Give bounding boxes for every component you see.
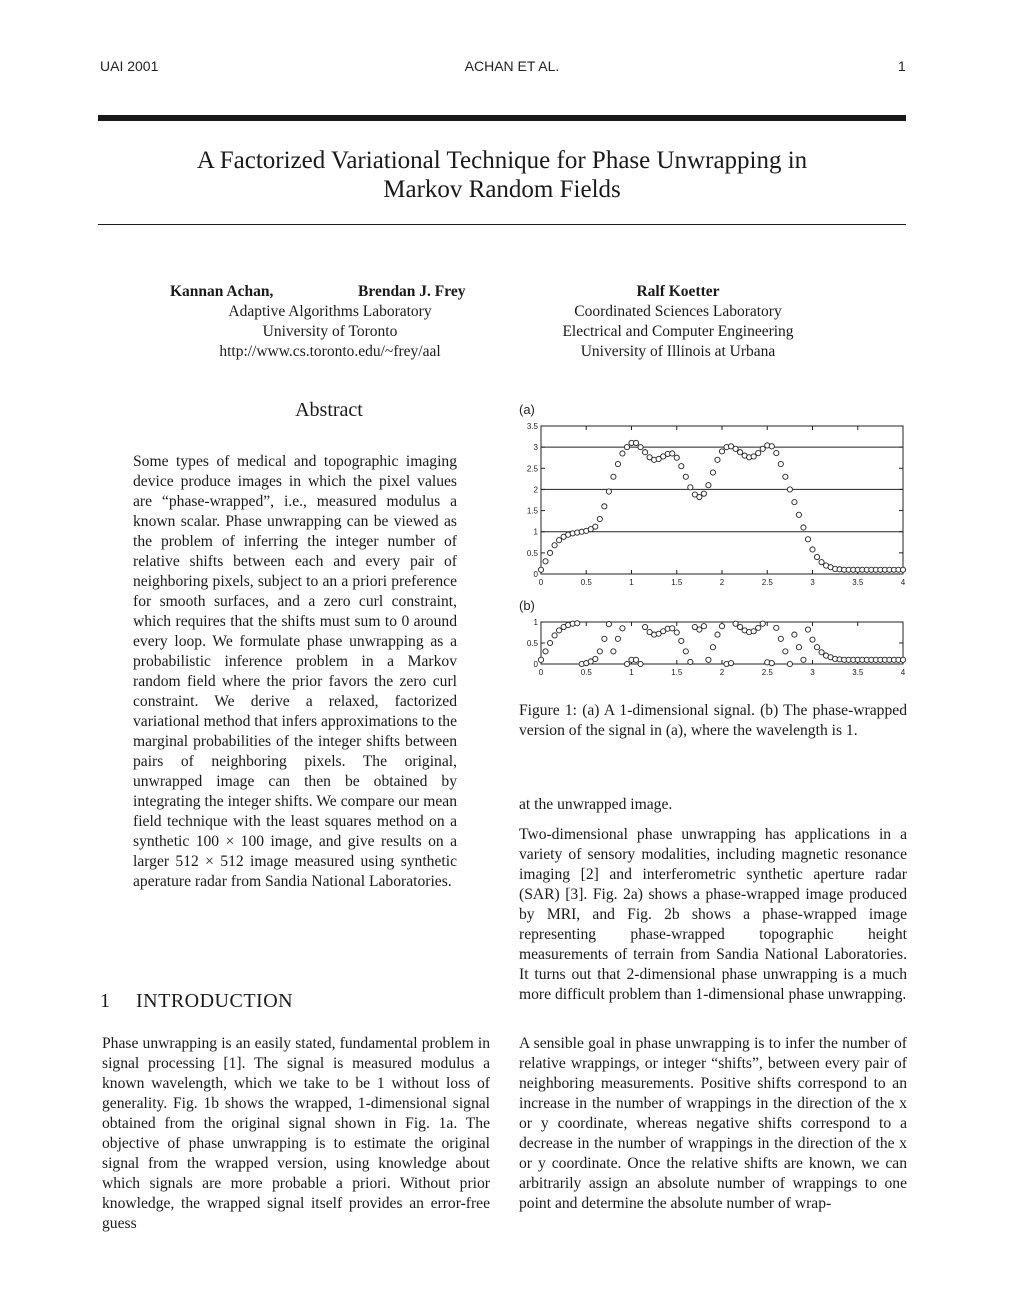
x-tick-label: 3.5	[852, 668, 864, 677]
data-point	[710, 645, 715, 650]
data-point	[697, 627, 702, 632]
x-tick-label: 0.5	[580, 578, 592, 587]
x-tick-label: 2.5	[761, 668, 773, 677]
y-tick-label: 0	[533, 570, 538, 579]
running-header-authors: ACHAN ET AL.	[464, 58, 560, 74]
data-point	[620, 451, 625, 456]
y-tick-label: 1	[533, 527, 538, 537]
data-point	[805, 627, 810, 632]
y-tick-label: 0.5	[526, 548, 538, 558]
x-tick-label: 1.5	[671, 668, 683, 677]
data-point	[819, 560, 824, 565]
x-tick-label: 3	[810, 578, 815, 587]
data-point	[611, 649, 616, 654]
data-point	[715, 632, 720, 637]
data-point	[552, 633, 557, 638]
data-point	[697, 494, 702, 499]
data-point	[683, 474, 688, 479]
data-point	[538, 657, 543, 662]
x-tick-label: 0.5	[580, 668, 592, 677]
data-point	[683, 649, 688, 654]
y-tick-label: 0.5	[526, 639, 538, 648]
data-point	[796, 645, 801, 650]
abstract-heading: Abstract	[295, 399, 363, 421]
author-name-frey: Brendan J. Frey	[358, 283, 466, 300]
x-tick-label: 4	[900, 578, 906, 587]
data-point	[710, 470, 715, 475]
data-point	[597, 649, 602, 654]
data-point	[547, 550, 552, 555]
data-point	[801, 525, 806, 530]
data-point	[679, 464, 684, 469]
panel-label-a: (a)	[519, 402, 535, 417]
data-point	[593, 524, 598, 529]
right-paragraph-2: A sensible goal in phase unwrapping is to infer the number of relative wrappings, or integer “shifts”, between every pair of neighboring measurements. Positive shifts correspond to an increase in the number of wrappings in the direction of the x or y coordinate, whereas negative shifts correspond to a decrease in the number of wrappings in the direction of the x or y coordinate. Once the relative shifts are known, we can arbitrarily assign an absolute number of wrappings to one point and determine the absolute number of wrap-	[519, 1035, 907, 1212]
data-point	[760, 621, 765, 626]
data-point	[701, 491, 706, 496]
x-tick-label: 2.5	[761, 578, 773, 587]
data-point	[769, 444, 774, 449]
data-point	[706, 657, 711, 662]
data-point	[792, 632, 797, 637]
intro-paragraph: Phase unwrapping is an easily stated, fundamental problem in signal processing [1]. The signal is measured modulus a known wavelength, which we take to be 1 without loss of generality. Fig. 1b shows the wrapped, 1-dimensional signal obtained from the original signal shown in Fig. 1a. The objective of phase unwrapping is to estimate the original signal from the wrapped version, using knowledge about which signals are more probable a priori. Without prior knowledge, the wrapped signal itself provides an error-free guess	[102, 1035, 490, 1232]
data-point	[538, 567, 543, 572]
data-point	[706, 483, 711, 488]
page-number: 1	[898, 58, 906, 74]
y-tick-label: 3	[533, 443, 538, 453]
plot-frame	[541, 426, 903, 574]
data-point	[557, 538, 562, 543]
data-point	[719, 624, 724, 629]
data-point	[620, 626, 625, 631]
data-point	[733, 446, 738, 451]
data-point	[774, 625, 779, 630]
title-bottom-rule	[98, 224, 906, 225]
data-point	[733, 621, 738, 626]
data-point	[602, 504, 607, 509]
data-point	[670, 451, 675, 456]
data-point	[738, 450, 743, 455]
y-tick-label: 3.5	[526, 422, 538, 431]
abstract-text: Some types of medical and topographic imaging device produce images in which the pixel values are “phase-wrapped”, i.e., measured modulus a known scalar. Phase unwrapping can be viewed as the problem of inferring the integer number of relative shifts between each and every pair of neighboring pixels, subject to an a priori preference for smooth surfaces, and a zero curl constraint, which requires that the shifts must sum to 0 around every loop. We formulate phase unwrapping as a probabilistic inference problem in a Markov random field where the prior favors the zero curl constraint. We derive a relaxed, factorized variational method that infers approximations to the marginal probabilities of the integer shifts between pairs of neighboring pixels. The original, unwrapped image can then be obtained by integrating the integer shifts. We compare our mean field technique with the least squares method on a synthetic 100 × 100 image, and give results on a larger 512 × 512 image measured using synthetic aperature radar from Sandia National Laboratories.	[133, 453, 457, 890]
data-point	[688, 485, 693, 490]
data-point	[778, 461, 783, 466]
data-point	[642, 624, 647, 629]
section-heading	[100, 990, 293, 1013]
data-point	[756, 625, 761, 630]
section-number: 1	[100, 990, 111, 1012]
data-point	[633, 440, 638, 445]
title-top-rule	[98, 115, 906, 121]
data-point	[557, 628, 562, 633]
data-point	[810, 637, 815, 642]
figure-caption: Figure 1: (a) A 1-dimensional signal. (b) The phase-wrapped version of the signal in (a), where the wavelength is 1.	[519, 702, 907, 739]
data-point	[778, 636, 783, 641]
x-tick-label: 1.5	[671, 578, 683, 587]
x-tick-label: 4	[900, 668, 906, 677]
data-point	[801, 657, 806, 662]
data-point	[674, 630, 679, 635]
data-point	[760, 446, 765, 451]
data-point	[624, 661, 629, 666]
data-point	[900, 657, 905, 662]
x-tick-label: 3.5	[852, 578, 864, 587]
author-name-koetter: Ralf Koetter	[636, 283, 720, 300]
plot-a	[527, 422, 906, 587]
affiliation-university: University of Toronto	[262, 323, 398, 340]
title-line-2: Markov Random Fields	[383, 176, 621, 203]
title-line-1: A Factorized Variational Technique for Phase Unwrapping in	[196, 147, 808, 174]
data-point	[701, 624, 706, 629]
right-paragraph-1: Two-dimensional phase unwrapping has applications in a variety of sensory modalities, including magnetic resonance imaging [2] and interferometric synthetic aperture radar (SAR) [3]. Fig. 2a) shows a phase-wrapped image produced by MRI, and Fig. 2b shows a phase-wrapped image representing phase-wrapped topographic height measurements of terrain from Sandia National Laboratories. It turns out that 2-dimensional phase unwrapping is a much more difficult problem than 1-dimensional phase unwrapping.	[519, 826, 907, 1003]
data-point	[751, 629, 756, 634]
affiliation-university-right: University of Illinois at Urbana	[580, 343, 776, 360]
data-point	[819, 650, 824, 655]
data-point	[543, 559, 548, 564]
x-tick-label: 2	[719, 578, 725, 587]
author-block-left	[150, 282, 510, 362]
x-tick-label: 0	[538, 668, 544, 677]
data-point	[606, 489, 611, 494]
data-point	[715, 457, 720, 462]
data-point	[769, 661, 774, 666]
data-point	[805, 537, 810, 542]
data-point	[624, 445, 629, 450]
x-tick-label: 0	[538, 578, 544, 587]
y-tick-label: 1.5	[526, 506, 538, 516]
x-tick-label: 1	[629, 578, 634, 587]
y-tick-label: 2	[533, 485, 538, 495]
affiliation-dept-right: Electrical and Computer Engineering	[562, 323, 794, 340]
data-point	[633, 657, 638, 662]
data-point	[670, 626, 675, 631]
data-point	[783, 649, 788, 654]
data-point	[738, 624, 743, 629]
data-point	[597, 516, 602, 521]
data-point	[814, 645, 819, 650]
data-point	[774, 450, 779, 455]
author-block-right	[520, 282, 836, 362]
data-point	[593, 656, 598, 661]
data-point	[552, 543, 557, 548]
data-point	[792, 500, 797, 505]
x-tick-label: 2	[719, 668, 725, 677]
data-point	[814, 554, 819, 559]
affiliation-lab: Adaptive Algorithms Laboratory	[228, 303, 432, 320]
data-point	[787, 487, 792, 492]
data-point	[602, 636, 607, 641]
panel-label-b: (b)	[519, 598, 535, 613]
data-point	[679, 638, 684, 643]
data-point	[547, 640, 552, 645]
data-point	[751, 454, 756, 459]
x-tick-label: 1	[629, 668, 634, 677]
data-point	[611, 474, 616, 479]
plot-b	[527, 618, 906, 677]
figure-1	[505, 395, 915, 685]
data-point	[674, 455, 679, 460]
section-title: INTRODUCTION	[136, 990, 294, 1012]
right-paragraph-0: at the unwrapped image.	[519, 796, 673, 813]
data-point	[796, 512, 801, 517]
data-point	[756, 450, 761, 455]
data-point	[575, 621, 580, 626]
author-name-achan: Kannan Achan,	[170, 283, 274, 300]
paper-title	[98, 146, 906, 204]
data-point	[642, 450, 647, 455]
y-tick-label: 0	[533, 660, 538, 669]
y-tick-label: 2.5	[526, 464, 538, 474]
data-point	[638, 661, 643, 666]
data-point	[615, 636, 620, 641]
data-point	[615, 461, 620, 466]
affiliation-lab-right: Coordinated Sciences Laboratory	[574, 303, 782, 320]
data-point	[638, 445, 643, 450]
data-point	[728, 661, 733, 666]
data-point	[787, 661, 792, 666]
x-tick-label: 3	[810, 668, 815, 677]
data-point	[606, 622, 611, 627]
running-header-venue: UAI 2001	[100, 58, 159, 74]
data-point	[810, 547, 815, 552]
author-url: http://www.cs.toronto.edu/~frey/aal	[219, 343, 441, 360]
data-point	[719, 449, 724, 454]
y-tick-label: 1	[533, 618, 538, 627]
data-point	[900, 567, 905, 572]
data-point	[783, 474, 788, 479]
data-point	[543, 649, 548, 654]
data-point	[688, 659, 693, 664]
